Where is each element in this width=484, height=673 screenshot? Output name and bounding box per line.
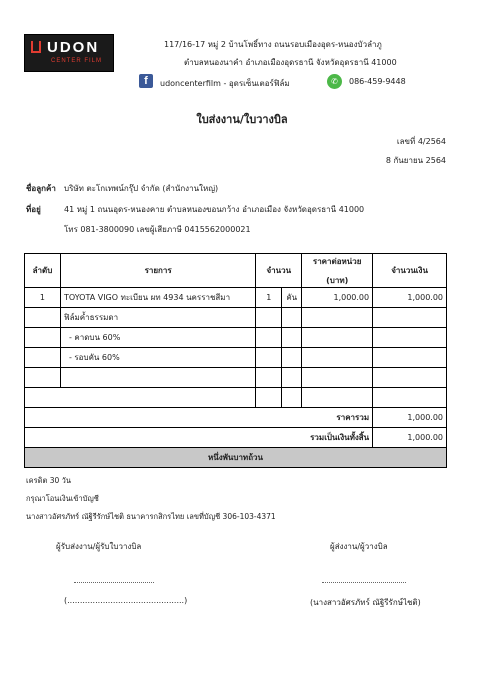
header-unit-price-label: ราคาต่อหน่วย — [312, 256, 362, 266]
row-item: TOYOTA VIGO ทะเบียน ผท 4934 นครราชสีมา — [60, 288, 255, 308]
facebook-icon: f — [139, 74, 153, 88]
items-table — [24, 253, 447, 468]
company-phone: 086-459-9448 — [349, 77, 406, 86]
facebook-handle: udoncenterfilm - อุดรเซ็นเตอร์ฟิล์ม — [160, 79, 290, 88]
document-date: 8 กันยายน 2564 — [385, 156, 446, 165]
row-price: 1,000.00 — [302, 288, 373, 308]
header-unit-price — [302, 254, 373, 288]
credit-terms: เครดิต 30 วัน — [26, 476, 71, 485]
table-row — [25, 328, 447, 348]
sender-signature-line — [322, 582, 406, 583]
total-row — [25, 428, 447, 448]
subtotal-value: 1,000.00 — [373, 408, 447, 428]
company-address-line2: ตำบลหนองนาคำ อำเภอเมืองอุดรธานี จังหวัดอุดรธานี 41000 — [184, 58, 397, 67]
logo-mark-icon — [31, 41, 41, 53]
row-unit: คัน — [282, 288, 302, 308]
table-row — [25, 348, 447, 368]
total-label: รวมเป็นเงินทั้งสิ้น — [25, 428, 373, 448]
row-no: 1 — [25, 288, 61, 308]
transfer-note: กรุณาโอนเงินเข้าบัญชี — [26, 494, 99, 503]
row-detail: ฟิล์มค้ำธรรมดา — [60, 308, 255, 328]
company-address-line1: 117/16-17 หมู่ 2 บ้านโพธิ์ทาง ถนนรอบเมืองอุดร-หนองบัวลำภู — [164, 40, 382, 49]
header-unit-price-unit: (บาท) — [326, 275, 349, 285]
logo-subtext: CENTER FILM — [51, 58, 103, 64]
row-detail: - รอบคัน 60% — [60, 348, 255, 368]
table-row — [25, 368, 447, 388]
bank-account: นางสาวอัศรภัทร์ ณัฐิรีรักษ์ไชติ ธนาคารกสิกรไทย เลขที่บัญชี 306-103-4371 — [26, 512, 276, 521]
phone-icon: ✆ — [327, 74, 342, 89]
amount-words-row — [25, 448, 447, 468]
sender-name: (นางสาวอัศรภัทร์ ณัฐิรีรักษ์ไชติ) — [310, 598, 421, 607]
row-qty: 1 — [256, 288, 282, 308]
customer-address: 41 หมู่ 1 ถนนอุดร-หนองคาย ตำบลหนองขอนกว้าง อำเภอเมือง จังหวัดอุดรธานี 41000 — [64, 205, 365, 214]
logo-text: UDON — [47, 39, 100, 56]
customer-name-label: ชื่อลูกค้า — [26, 184, 56, 193]
total-value: 1,000.00 — [373, 428, 447, 448]
customer-address-label: ที่อยู่ — [26, 205, 41, 214]
subtotal-row — [25, 408, 447, 428]
customer-name: บริษัท ตะโกเทพน์กรุ๊ป จำกัด (สำนักงานใหญ่) — [64, 184, 219, 193]
table-row — [25, 308, 447, 328]
receiver-signature-title: ผู้รับส่งงาน/ผู้รับใบวางบิล — [56, 542, 142, 551]
header-no: ลำดับ — [25, 254, 61, 288]
receiver-signature-line — [74, 582, 154, 583]
header-amount: จำนวนเงิน — [373, 254, 447, 288]
customer-tel-tax: โทร 081-3800090 เลขผู้เสียภาษี 0415562000021 — [64, 225, 251, 234]
row-amount: 1,000.00 — [373, 288, 447, 308]
header-item: รายการ — [60, 254, 255, 288]
table-row — [25, 288, 447, 308]
document-number: เลขที่ 4/2564 — [396, 137, 446, 146]
subtotal-label: ราคารวม — [25, 408, 373, 428]
sender-signature-title: ผู้ส่งงาน/ผู้วางบิล — [330, 542, 388, 551]
table-row — [25, 388, 447, 408]
company-logo — [24, 34, 114, 72]
header-qty: จำนวน — [256, 254, 302, 288]
amount-words: หนึ่งพันบาทถ้วน — [25, 448, 447, 468]
row-detail: - คาดบน 60% — [60, 328, 255, 348]
table-header-row — [25, 254, 447, 288]
receiver-name: (..............................................) — [64, 596, 188, 605]
document-title: ใบส่งงาน/ใบวางบิล — [196, 113, 288, 126]
